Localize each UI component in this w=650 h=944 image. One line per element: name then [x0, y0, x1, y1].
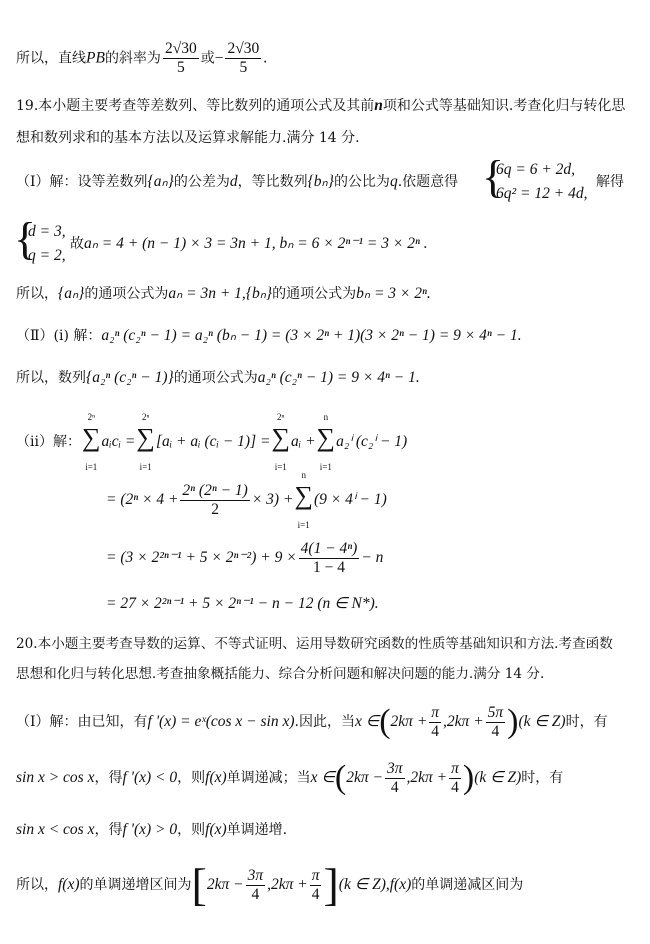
problem-20-header: 20.本小题主要考查导数的运算、不等式证明、运用导数研究函数的性质等基础知识和方法.考查函数 [16, 636, 613, 652]
solve-label: 解得 [596, 174, 624, 190]
sum-symbol-1: 2ⁿ ∑ i=1 [81, 412, 101, 472]
problem-19-header-cont: 想和数列求和的基本方法以及运算求解能力.满分 14 分. [16, 130, 360, 146]
system-brace-2: { [14, 213, 37, 264]
fraction-geometric: $\frac{\text{4(1 − 4ⁿ)}}{1 - 4}$ [300, 539, 358, 576]
part-2-i-conclusion: 所以，数列{a₂ⁿ (c₂ⁿ − 1)}的通项公式为a₂ⁿ (c₂ⁿ − 1) = 9 × 4ⁿ − 1. [16, 369, 420, 386]
fraction-pi-4: $\frac{\pi}{4}$ [431, 703, 440, 740]
increasing-condition: sin x < cos x，得f '(x) > 0，则f(x)单调递增. [16, 821, 288, 838]
line-pb: PB [86, 49, 105, 67]
fraction-sum: $\frac{\text{2ⁿ (2ⁿ − 1)}}{2}$ [182, 481, 248, 518]
system-eq-1: 6q = 6 + 2d, [496, 161, 576, 178]
decreasing-condition: sin x > cos x，得f '(x) < 0，则f(x)单调递减；当x ∈(2kπ − $\frac{3\pi}{4}$ ,2kπ + $\frac{\pi}{4}$ )(k ∈ Z)时，有 [16, 759, 564, 796]
fraction-3pi-4-b: $\frac{3\pi}{4}$ [247, 866, 264, 903]
system-brace-1: { [482, 151, 505, 202]
slope-conclusion-line: 所以，直线PB的斜率为 $\frac{2√30}{5}$ 或− $\frac{2√30}{5}$ . [16, 40, 268, 76]
sum-symbol-5: n ∑ i=1 [294, 470, 313, 530]
fraction-pi-4-b: $\frac{\pi}{4}$ [451, 759, 459, 796]
solution-d: d = 3, [28, 223, 66, 240]
monotonic-intervals: 所以，f(x)的单调递增区间为[2kπ − $\frac{3\pi}{4}$ ,2kπ + $\frac{\pi}{4}$ ](k ∈ Z),f(x)的单调递减区间为 [16, 859, 524, 910]
sum-symbol-3: 2ⁿ ∑ i=1 [271, 412, 290, 472]
fraction-5pi-4: $\frac{5\pi}{4}$ [487, 703, 504, 740]
fraction-3pi-4: $\frac{3\pi}{4}$ [386, 759, 403, 796]
sum-symbol-4: n ∑ i=1 [316, 412, 336, 472]
part-2-i: （Ⅱ）(i) 解：a₂ⁿ (c₂ⁿ − 1) = a₂ⁿ (bₙ − 1) = (3 × 2ⁿ + 1)(3 × 2ⁿ − 1) = 9 × 4ⁿ − 1. [16, 327, 522, 344]
part-2-ii-line-1: （ii）解： 2ⁿ ∑ i=1 aᵢcᵢ = 2ⁿ ∑ i=1 [aᵢ + aᵢ (cᵢ − 1)] = 2ⁿ ∑ i=1 aᵢ + n ∑ i=1 a₂ⁱ (c₂ⁱ − 1) [16, 412, 408, 472]
sum-symbol-2: 2ⁿ ∑ i=1 [136, 412, 155, 472]
system-eq-2: 6q² = 12 + 4d, [496, 185, 588, 202]
part-2-ii-line-2: = (2ⁿ × 4 + $\frac{\text{2ⁿ (2ⁿ − 1)}}{2}$ × 3) + n ∑ i=1 (9 × 4ⁱ − 1) [106, 470, 387, 530]
fraction-slope-2: $\frac{2√30}{5}$ [227, 40, 260, 76]
general-term-summary: 所以，{aₙ}的通项公式为aₙ = 3n + 1,{bₙ}的通项公式为bₙ = 3 × 2ⁿ. [16, 285, 431, 302]
general-terms-line: 故aₙ = 4 + (n − 1) × 3 = 3n + 1, bₙ = 6 × 2ⁿ⁻¹ = 3 × 2ⁿ . [70, 235, 428, 252]
part-2-ii-line-3: = (3 × 2²ⁿ⁻¹ + 5 × 2ⁿ⁻²) + 9 × $\frac{\text{4(1 − 4ⁿ)}}{1 - 4}$ − n [106, 539, 384, 576]
fraction-pi-4-c: $\frac{\pi}{4}$ [311, 866, 320, 903]
part-1-setup: （Ⅰ）解：设等差数列{aₙ}的公差为d，等比数列{bₙ}的公比为q.依题意得 [16, 173, 459, 190]
fraction-slope-1: $\frac{2√30}{5}$ [164, 40, 197, 76]
problem-19-header: 19.本小题主要考查等差数列、等比数列的通项公式及其前n项和公式等基础知识.考查化归与转化思 [16, 97, 626, 114]
problem-20-header-cont: 思想和化归与转化思想.考查抽象概括能力、综合分析问题和解决问题的能力.满分 14 分. [16, 666, 545, 682]
part-2-ii-line-4: = 27 × 2²ⁿ⁻¹ + 5 × 2ⁿ⁻¹ − n − 12 (n ∈ N*). [106, 595, 379, 612]
solution-q: q = 2, [28, 247, 66, 264]
part-1-derivative: （Ⅰ）解：由已知，有f '(x) = eˣ(cos x − sin x).因此，当x ∈(2kπ + $\frac{\pi}{4}$ ,2kπ + $\frac{5\pi}{4}$ )(k ∈ Z)时，有 [16, 703, 608, 740]
